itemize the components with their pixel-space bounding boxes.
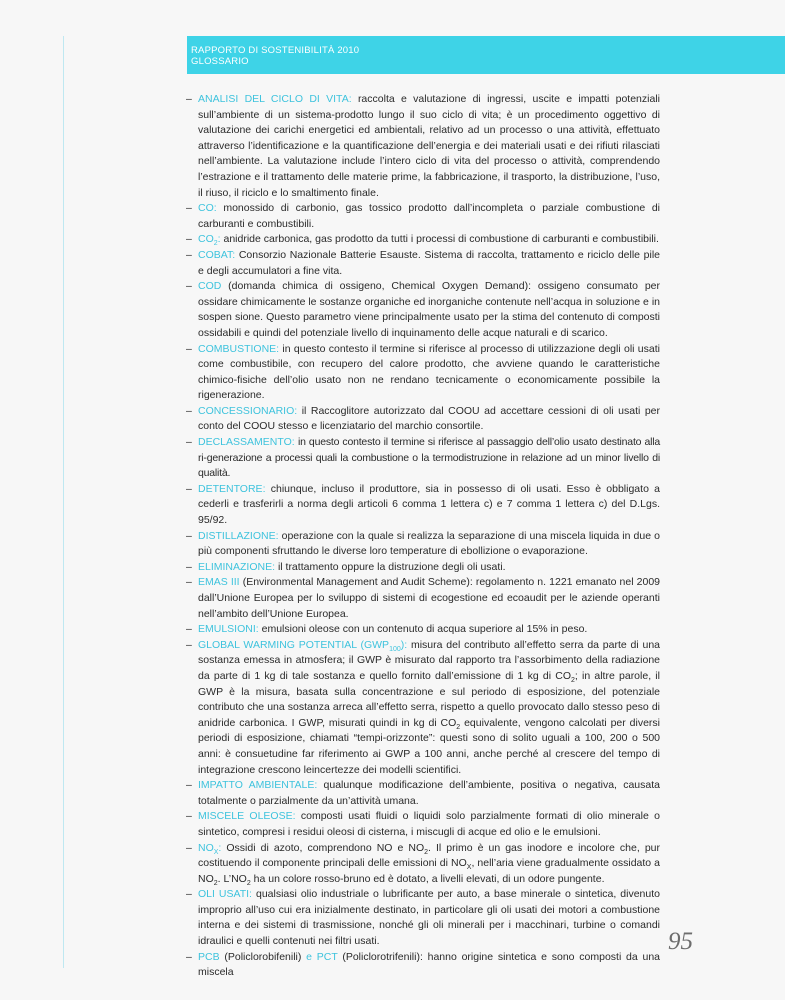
glossary-entry-concessionario: – CONCESSIONARIO: il Raccoglitore autorizzato dal COOU ad accettare cessioni di oli usati per conto del COOU stesso e licenziatario del marchio consortile.: [186, 404, 661, 433]
glossary-entry-nox: – $NO_X$: Ossidi di azoto, comprendono NO e $NO_2$. Il primo è un gas inodore e incolore che, pur costituendo il componente principali delle emissioni di $NO_X$, nell’aria viene gradualmente ossidato a $NO_2$. $L’NO_2$ ha un colore rosso-bruno ed è dotato, a livelli elevati, di un odore pungente.: [186, 841, 661, 887]
glossary-term: DISTILLAZIONE:: [198, 529, 279, 542]
glossary-entry-eliminazione: – ELIMINAZIONE: il trattamento oppure la distruzione degli oli usati.: [186, 560, 506, 573]
glossary-definition: (Policlorobifenili): [224, 950, 302, 963]
glossary-list: [186, 92, 660, 981]
glossary-definition: il trattamento oppure la distruzione degli oli usati.: [277, 560, 506, 573]
glossary-definition: operazione con la quale si realizza la separazione di una miscela liquida in due o più componenti sfruttando le diverse loro temperature di ebollizione o evaporazione.: [198, 529, 660, 558]
page-header: [187, 36, 785, 74]
glossary-definition: (domanda chimica di ossigeno, Chemical Oxygen Demand): ossigeno consumato per ossidare chimicamente le sostanze organiche ed inorganiche contenute nell’acqua in soluzione e in sospen sione. Questo parametro viene principalmente usato per la stima del contenuto di composti ossidabili e quindi del potenziale livello di inquinamento delle acque naturali e di scarico.: [198, 280, 660, 339]
page-number: 95: [668, 928, 693, 955]
glossary-entry-combustione: – COMBUSTIONE: in questo contesto il termine si riferisce al processo di utilizzazione degli oli usati come combustibile, con recupero del calore prodotto, che avviene quando le caratteristiche chimico-fisiche dell’olio usato non ne rendano tecnicamente o economicamente possibile la rigenerazione.: [186, 342, 660, 402]
glossary-term: COD: [198, 280, 222, 293]
glossary-term: ELIMINAZIONE:: [198, 560, 276, 573]
glossary-definition: in questo contesto il termine si riferisce al passaggio dell’olio usato destinato alla ri-generazione a processi quali la combustione o la termodistruzione in relazione ad un minor livello di qualità.: [198, 436, 660, 480]
glossary-term: CO:: [198, 202, 217, 215]
glossary-term: PCB: [198, 950, 220, 963]
glossary-term: DECLASSAMENTO:: [198, 436, 295, 449]
glossary-term: $NO_X$:: [198, 841, 222, 856]
glossary-term: OLI USATI:: [198, 888, 252, 901]
glossary-definition: misura del contributo all’effetto serra da parte di una sostanza emessa in atmosfera; il GWP è misurato dal rapporto tra l’assorbimento della radiazione da parte di 1 kg di tale sostanza e quello fornito dall’emissione di 1 kg di $CO_2$; in altre parole, il GWP è la misura, basata sulla concentrazione e sul periodo di esposizione, del potenziale contributo che una sostanza arreca all’effetto serra, rispetto a quello provocato dallo stesso peso di anidride carbonica. I GWP, misurati quindi in kg di $CO_2$ equivalente, vengono calcolati per diversi periodi di esposizione, chiamati “tempi-orizzonte”: questi sono di solito uguali a 100, 200 o 500 anni: è consuetudine far riferimento ai GWP a 100 anni, anche perché al crescere del tempo di integrazione crescono leincertezze dei modelli scientifici.: [198, 638, 660, 776]
glossary-entry-distillazione: – DISTILLAZIONE: operazione con la quale si realizza la separazione di una miscela liquida in due o più componenti sfruttando le diverse loro temperature di ebollizione o evaporazione.: [186, 529, 660, 558]
glossary-definition-cont: (Policlorotrifenili): hanno origine sintetica e sono composti da una miscela: [198, 950, 660, 979]
glossary-term: $CO_2$:: [198, 233, 221, 248]
glossary-term: IMPATTO AMBIENTALE:: [198, 779, 318, 792]
glossary-definition: Consorzio Nazionale Batterie Esauste. Sistema di raccolta, trattamento e riciclo delle pile e degli accumulatori a fine vita.: [198, 248, 661, 277]
glossary-term: EMULSIONI:: [198, 623, 259, 636]
glossary-entry-impatto-ambientale: – IMPATTO AMBIENTALE: qualunque modificazione dell’ambiente, positiva o negativa, causata totalmente o parzialmente da un’attività umana.: [186, 779, 660, 807]
glossary-term: DETENTORE:: [198, 482, 266, 495]
glossary-definition: qualsiasi olio industriale o lubrificante per auto, a base minerale o sintetica, divenuto improprio all’uso cui era inizialmente destinato, in particolare gli oli usati dei motori a combustione interna e dei sistemi di trasmissione, nonché gli oli minerali per i macchinari, turbine o comandi idraulici e quelli contenuti nei filtri usati.: [198, 888, 660, 948]
glossary-term: EMAS III: [198, 576, 240, 589]
glossary-term: CONCESSIONARIO:: [198, 404, 298, 417]
glossary-entry-gwp: – GLOBAL WARMING POTENTIAL $(GWP_{100})$: misura del contributo all’effetto serra da parte di una sostanza emessa in atmosfera; il GWP è misurato dal rapporto tra l’assorbimento della radiazione da parte di 1 kg di tale sostanza e quello fornito dall’emissione di 1 kg di $CO_2$; in altre parole, il GWP è la misura, basata sulla concentrazione e sul periodo di esposizione, del potenziale contributo che una sostanza arreca all’effetto serra, rispetto a quello provocato dallo stesso peso di anidride carbonica. I GWP, misurati quindi in kg di $CO_2$ equivalente, vengono calcolati per diversi periodi di esposizione, chiamati “tempi-orizzonte”: questi sono di solito uguali a 100, 200 o 500 anni: è consuetudine far riferimento ai GWP a 100 anni, anche perché al crescere del tempo di integrazione crescono leincertezze dei modelli scientifici.: [186, 638, 660, 776]
glossary-definition: qualunque modificazione dell’ambiente, positiva o negativa, causata totalmente o parzialmente da un’attività umana.: [198, 779, 660, 807]
glossary-entry-co2: – $CO_2$: anidride carbonica, gas prodotto da tutti i processi di combustione di carburanti e combustibili.: [186, 233, 659, 248]
section-title: GLOSSARIO: [191, 56, 249, 67]
glossary-definition: chiunque, incluso il produttore, sia in possesso di oli usati. Esso è obbligato a cederli e trasferirli a norma degli articoli 6 comma 1 lettera c) e 7 comma 1 lettera c) del D.Lgs. 95/92.: [198, 482, 660, 527]
glossary-definition: Ossidi di azoto, comprendono NO e $NO_2$. Il primo è un gas inodore e incolore che, pur costituendo il componente principali delle emissioni di $NO_X$, nell’aria viene gradualmente ossidato a $NO_2$. $L’NO_2$ ha un colore rosso-bruno ed è dotato, a livelli elevati, di un odore pungente.: [198, 841, 661, 887]
glossary-term: ANALISI DEL CICLO DI VITA:: [198, 93, 352, 105]
glossary-definition: composti usati fluidi o liquidi solo parzialmente formati di olio minerale o sintetico, compresi i residui oleosi di cisterna, i miscugli di acque ed olio e le emulsioni.: [198, 810, 660, 838]
glossary-definition: monossido di carbonio, gas tossico prodotto dall’incompleta o parziale combustione di carburanti e combustibili.: [198, 202, 660, 230]
glossary-entry-detentore: – DETENTORE: chiunque, incluso il produttore, sia in possesso di oli usati. Esso è obbligato a cederli e trasferirli a norma degli articoli 6 comma 1 lettera c) e 7 comma 1 lettera c) del D.Lgs. 95/92.: [186, 482, 660, 527]
glossary-definition: anidride carbonica, gas prodotto da tutti i processi di combustione di carburanti e combustibili.: [223, 233, 659, 246]
glossary-term: COMBUSTIONE:: [198, 342, 280, 355]
margin-guide-line: [63, 36, 64, 968]
glossary-entry-oli-usati: – OLI USATI: qualsiasi olio industriale o lubrificante per auto, a base minerale o sintetica, divenuto improprio all’uso cui era inizialmente destinato, in particolare gli oli usati dei motori a combustione interna e dei sistemi di trasmissione, nonché gli oli minerali per i macchinari, turbine o comandi idraulici e quelli contenuti nei filtri usati.: [186, 888, 660, 948]
glossary-definition: in questo contesto il termine si riferisce al processo di utilizzazione degli oli usati come combustibile, con recupero del calore prodotto, che avviene quando le caratteristiche chimico-fisiche dell’olio usato non ne rendano tecnicamente o economicamente possibile la rigenerazione.: [198, 342, 660, 402]
glossary-entry-cod: – COD (domanda chimica di ossigeno, Chemical Oxygen Demand): ossigeno consumato per ossidare chimicamente le sostanze organiche ed inorganiche contenute nell’acqua in soluzione e in sospen sione. Questo parametro viene principalmente usato per la stima del contenuto di composti ossidabili e quindi del potenziale livello di inquinamento delle acque naturali e di scarico.: [186, 280, 660, 339]
glossary-entry-emulsioni: – EMULSIONI: emulsioni oleose con un contenuto di acqua superiore al 15% in peso.: [186, 623, 588, 636]
glossary-term: COBAT:: [198, 248, 236, 261]
glossary-entry-analisi-ciclo-vita: – ANALISI DEL CICLO DI VITA: raccolta e valutazione di ingressi, uscite e impatti potenziali sull’ambiente di un sistema-prodotto lungo il suo ciclo di vita; è un procedimento oggettivo di valutazione dei carichi energetici ed ambientali, relativo ad un processo o una attività, effettuato attraverso l’identificazione e la quantificazione dell’energia e dei materiali usati e dei rifiuti rilasciati nell’ambiente. La valutazione include l’intero ciclo di vita del processo o attività, comprendendo l’estrazione e il trattamento delle materie prime, la fabbricazione, il trasporto, la distribuzione, l’uso, il riuso, il riciclo e lo smaltimento finale.: [186, 93, 660, 199]
glossary-entry-cobat: – COBAT: Consorzio Nazionale Batterie Esauste. Sistema di raccolta, trattamento e riciclo delle pile e degli accumulatori a fine vita.: [186, 248, 661, 277]
glossary-entry-co: – CO: monossido di carbonio, gas tossico prodotto dall’incompleta o parziale combustione di carburanti e combustibili.: [186, 202, 660, 230]
glossary-definition: emulsioni oleose con un contenuto di acqua superiore al 15% in peso.: [261, 623, 588, 636]
glossary-entry-pcb-pct: – PCB (Policlorobifenili) e PCT (Policlorotrifenili): hanno origine sintetica e sono composti da una miscela: [186, 950, 660, 979]
glossary-definition: raccolta e valutazione di ingressi, uscite e impatti potenziali sull’ambiente di un sistema-prodotto lungo il suo ciclo di vita; è un procedimento oggettivo di valutazione dei carichi energetici ed ambientali, relativo ad un processo o una attività, effettuato attraverso l’identificazione e la quantificazione dell’energia e dei materiali usati e dei rifiuti rilasciati nell’ambiente. La valutazione include l’intero ciclo di vita del processo o attività, comprendendo l’estrazione e il trattamento delle materie prime, la fabbricazione, il trasporto, la distribuzione, l’uso, il riuso, il riciclo e lo smaltimento finale.: [198, 93, 660, 199]
glossary-term: MISCELE OLEOSE:: [198, 810, 296, 823]
glossary-entry-emas: – EMAS III (Environmental Management and Audit Scheme): regolamento n. 1221 emanato nel 2009 dall’Unione Europea per lo sviluppo di sistemi di ecogestione ed ecoaudit per le aziende operanti nell’ambito dell’Unione Europea.: [186, 576, 660, 620]
glossary-term: GLOBAL WARMING POTENTIAL $(GWP_{100})$:: [198, 638, 408, 653]
glossary-definition: il Raccoglitore autorizzato dal COOU ad accettare cessioni di oli usati per conto del COOU stesso e licenziatario del marchio consortile.: [198, 404, 661, 433]
glossary-entry-miscele-oleose: – MISCELE OLEOSE: composti usati fluidi o liquidi solo parzialmente formati di olio minerale o sintetico, compresi i residui oleosi di cisterna, i miscugli di acque ed olio e le emulsioni.: [186, 810, 660, 838]
glossary-definition: (Environmental Management and Audit Scheme): regolamento n. 1221 emanato nel 2009 dall’Unione Europea per lo sviluppo di sistemi di ecogestione ed ecoaudit per le aziende operanti nell’ambito dell’Unione Europea.: [198, 576, 660, 620]
glossary-entry-declassamento: – DECLASSAMENTO: in questo contesto il termine si riferisce al passaggio dell’olio usato destinato alla ri-generazione a processi quali la combustione o la termodistruzione in relazione ad un minor livello di qualità.: [186, 436, 660, 480]
report-title: RAPPORTO DI SOSTENIBILITÀ 2010: [191, 45, 360, 56]
glossary-term-secondary: e PCT: [306, 950, 338, 963]
